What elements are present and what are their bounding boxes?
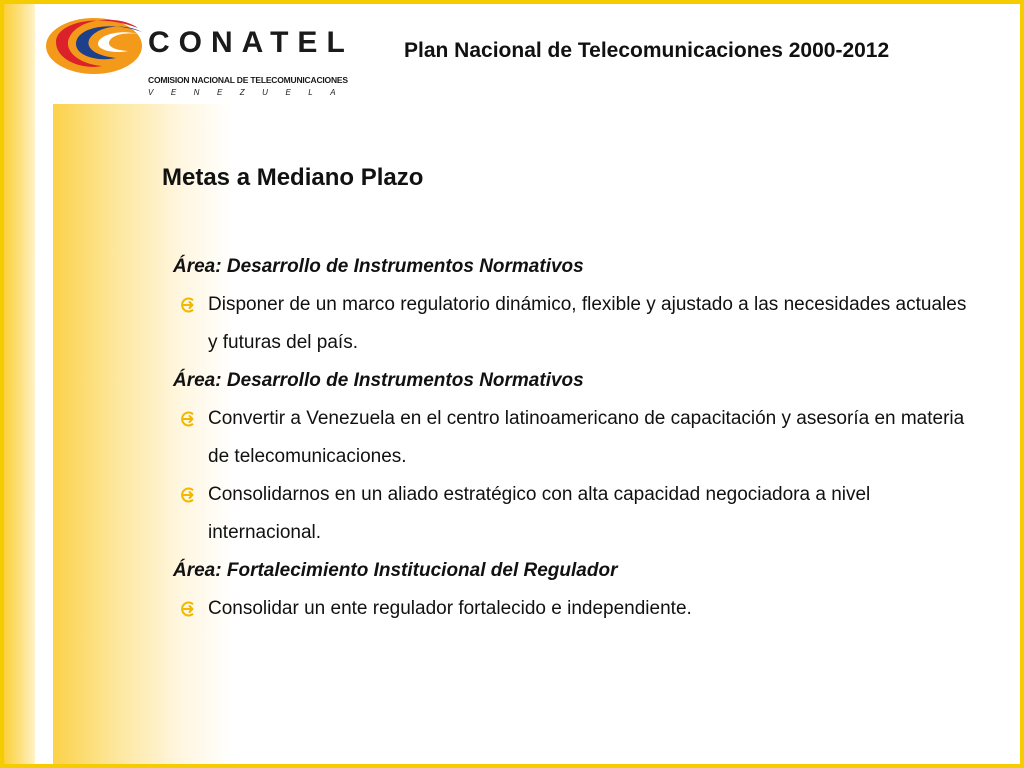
area-heading: Área: Desarrollo de Instrumentos Normativos <box>173 256 584 277</box>
section-2 <box>173 362 973 552</box>
bullet-text: Disponer de un marco regulatorio dinámico, flexible y ajustado a las necesidades actuales y futuras del país. <box>208 294 967 353</box>
logo-subtitle-line1: COMISION NACIONAL DE TELECOMUNICACIONES <box>148 75 348 85</box>
arrow-right-circle-icon <box>177 400 199 438</box>
section-3 <box>173 552 973 628</box>
bullet-item <box>173 400 973 476</box>
area-heading: Área: Desarrollo de Instrumentos Normativos <box>173 370 584 391</box>
conatel-logo <box>42 14 367 102</box>
bullet-text: Consolidarnos en un aliado estratégico con alta capacidad negociadora a nivel internacional. <box>208 484 871 543</box>
arrow-right-circle-icon <box>177 590 199 628</box>
bullet-text: Convertir a Venezuela en el centro latinoamericano de capacitación y asesoría en materia de telecomunicaciones. <box>208 408 965 467</box>
logo-subtitle-line2: VENEZUELA <box>148 88 354 97</box>
content-body <box>173 248 973 628</box>
arrow-right-circle-icon <box>177 286 199 324</box>
bullet-item <box>173 286 973 362</box>
left-accent-bar <box>4 4 35 764</box>
page-title: Metas a Mediano Plazo <box>162 164 424 191</box>
area-heading: Área: Fortalecimiento Institucional del Regulador <box>173 560 618 581</box>
bullet-text: Consolidar un ente regulador fortalecido e independiente. <box>208 598 692 619</box>
section-1 <box>173 248 973 362</box>
bullet-item <box>173 590 973 628</box>
logo-wordmark: CONATEL <box>148 26 354 59</box>
arrow-right-circle-icon <box>177 476 199 514</box>
header-title: Plan Nacional de Telecomunicaciones 2000-2012 <box>404 39 890 62</box>
left-accent-gap <box>35 18 53 764</box>
bullet-item <box>173 476 973 552</box>
conatel-swoosh-icon <box>42 14 152 94</box>
